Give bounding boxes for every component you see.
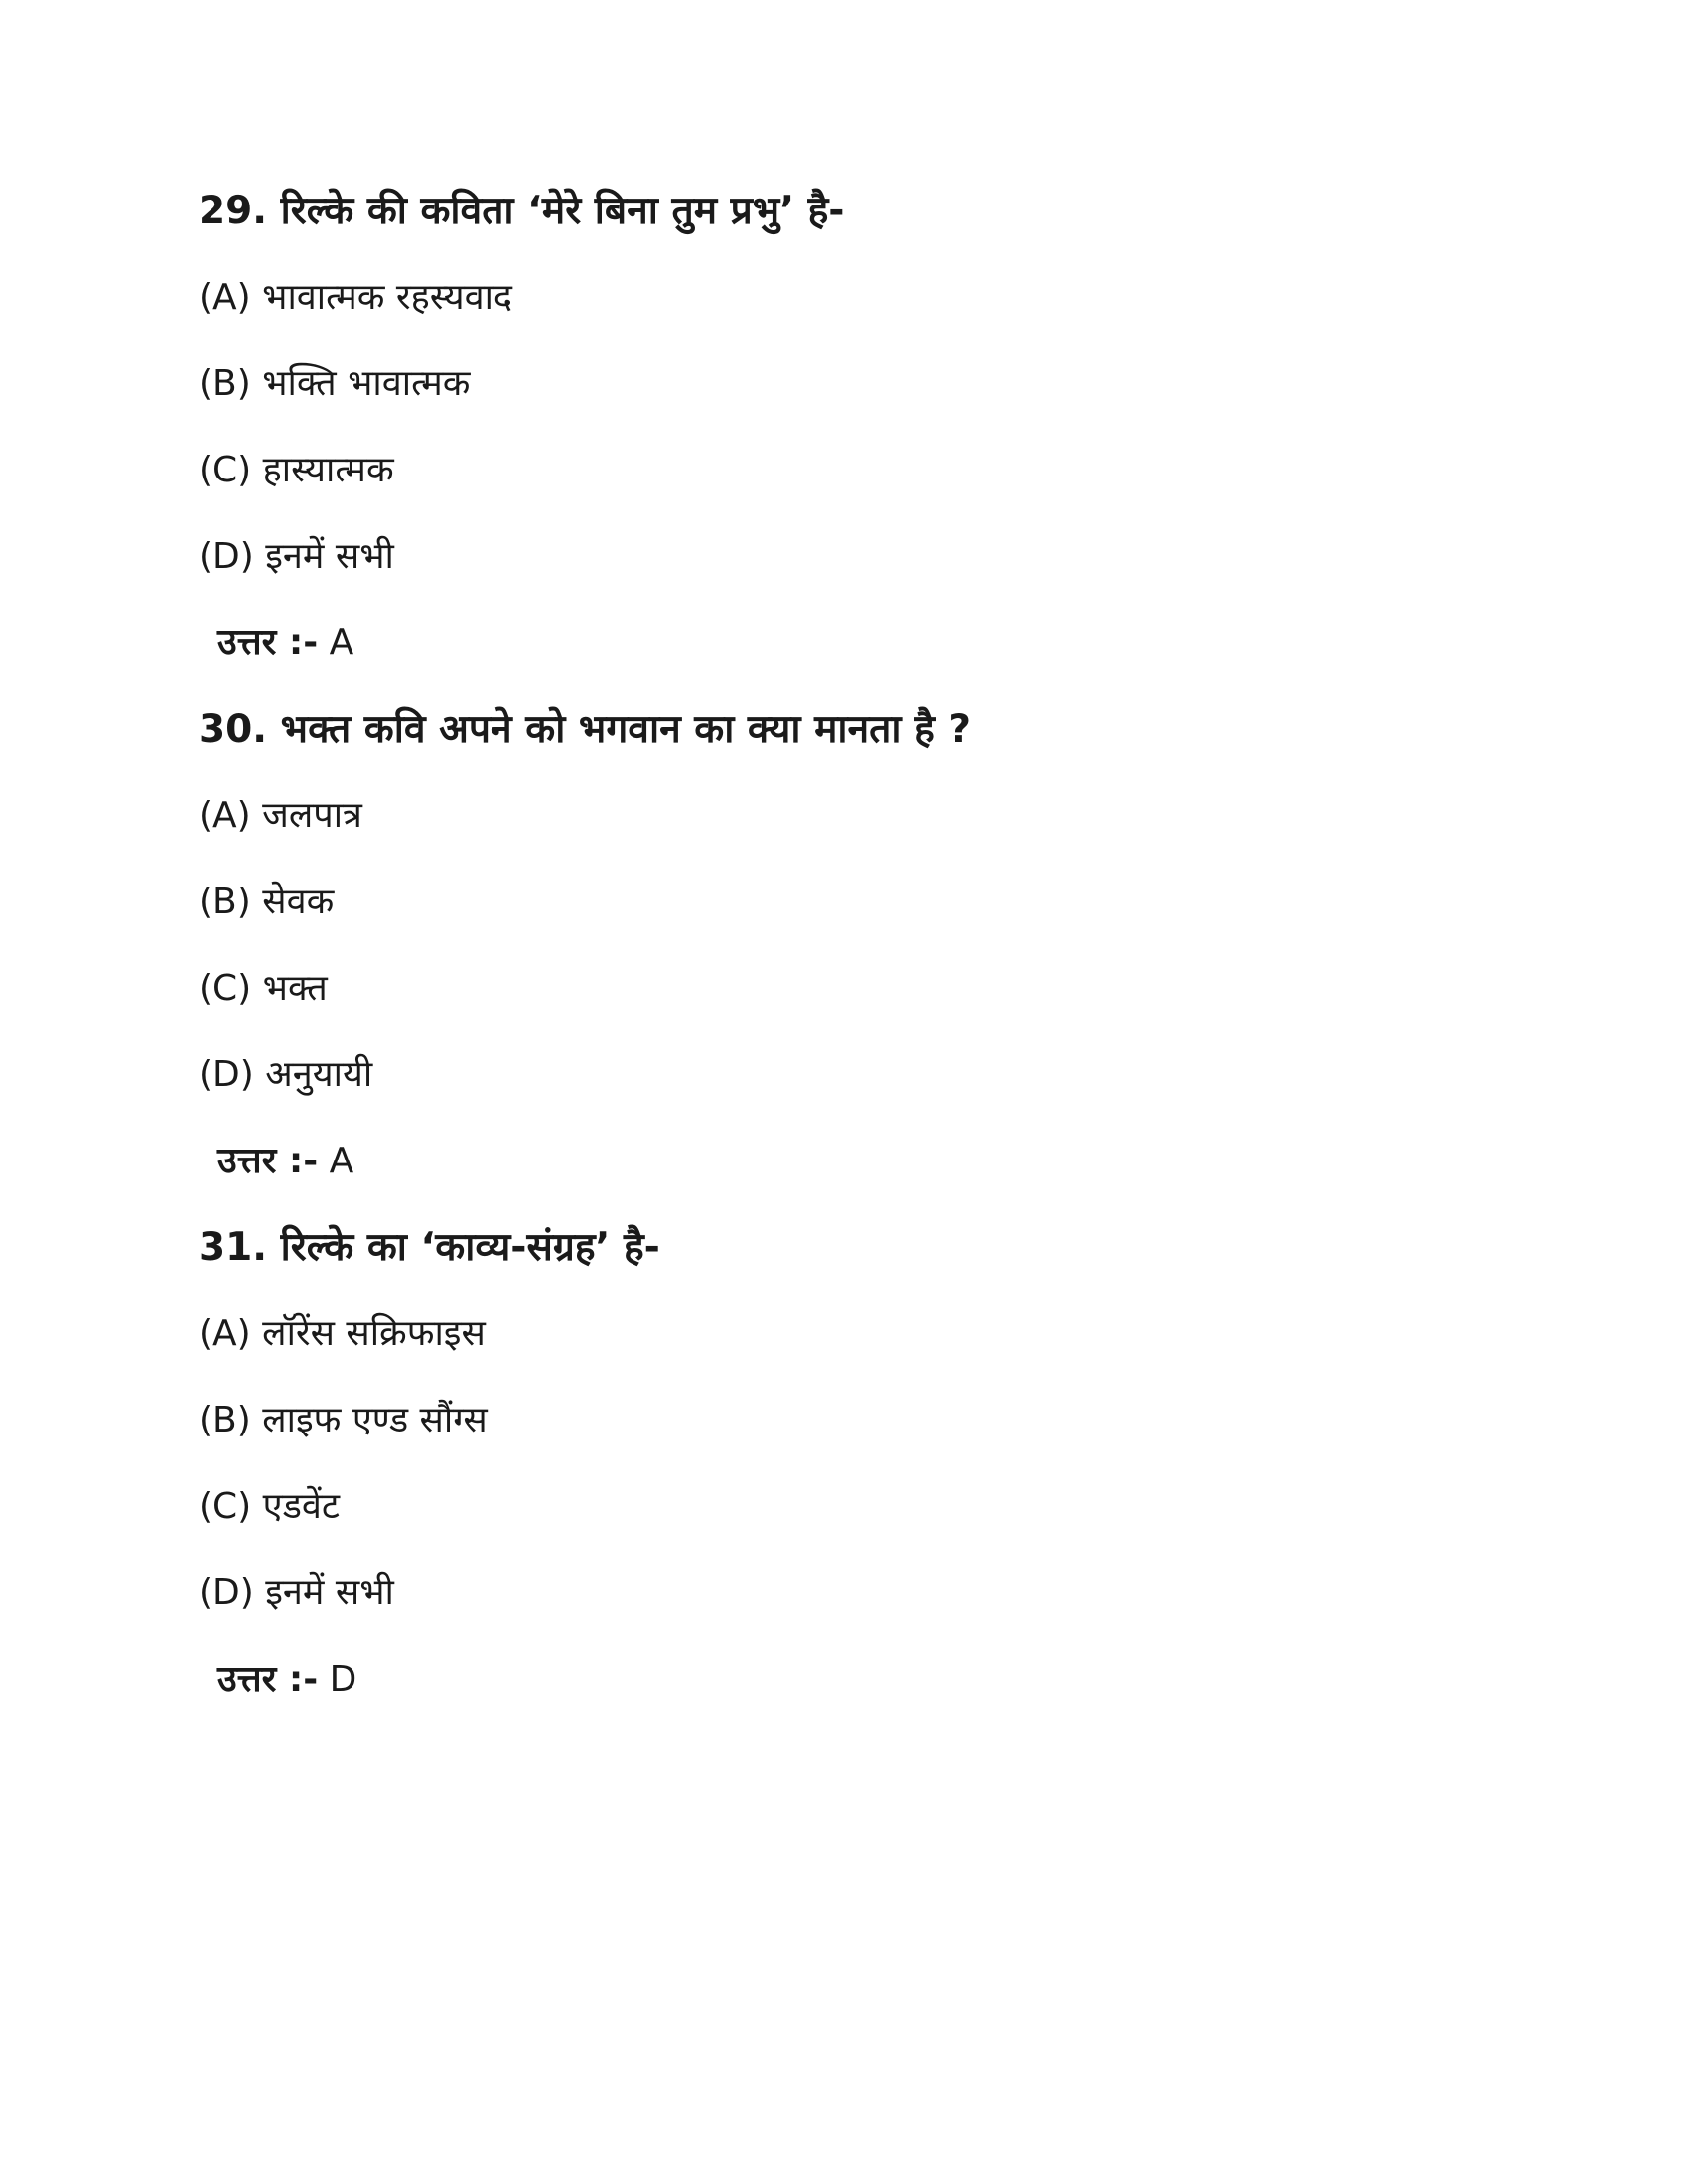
option-b: (B) लाइफ एण्ड सौंग्स [199,1400,488,1440]
option-a: (A) लॉरेंस सक्रिफाइस [199,1313,486,1354]
answer-line [217,618,1489,668]
option-d: (D) इनमें सभी [199,1572,394,1613]
answer-value: A [329,622,354,663]
option-b: (B) सेवक [199,882,335,922]
question-text: 29. रिल्के की कविता ‘मेरे बिना तुम प्रभु’ है- [199,189,845,233]
question-text: 31. रिल्के का ‘काव्य-संग्रह’ है- [199,1225,660,1270]
option-d: (D) अनुयायी [199,1054,373,1095]
option-c: (C) एडवेंट [199,1486,340,1527]
question-text: 30. भक्त कवि अपने को भगवान का क्या मानता है ? [199,707,971,751]
answer-value: D [329,1659,357,1700]
option-d: (D) इनमें सभी [199,536,394,577]
option-a: (A) भावात्मक रहस्यवाद [199,277,513,318]
question-29 [199,187,1489,668]
document-page [199,187,1489,1741]
answer-line [217,1137,1489,1186]
option-b: (B) भक्ति भावात्मक [199,363,471,404]
answer-line [217,1655,1489,1705]
answer-label: उत्तर :- [217,1659,319,1700]
answer-value: A [329,1141,354,1181]
option-c: (C) हास्यात्मक [199,450,394,490]
option-a: (A) जलपात्र [199,795,362,836]
option-c: (C) भक्त [199,968,328,1009]
answer-label: उत्तर :- [217,1141,319,1181]
question-31 [199,1223,1489,1705]
answer-label: उत्तर :- [217,622,319,663]
question-30 [199,705,1489,1186]
